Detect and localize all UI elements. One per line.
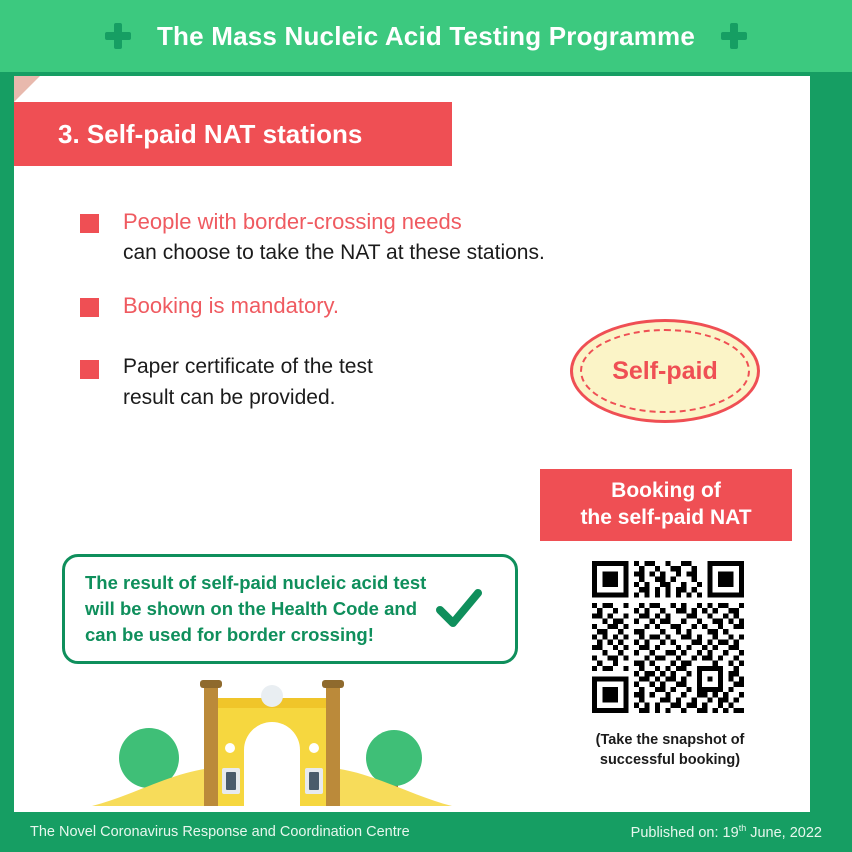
check-icon	[436, 588, 482, 630]
border-gate-illustration	[62, 676, 482, 806]
footer-published-date	[631, 823, 822, 841]
footer-organisation: The Novel Coronavirus Response and Coordination Centre	[30, 824, 410, 840]
gate-window-glass-right	[309, 772, 319, 790]
list-item-line-1: Paper certificate of the test	[123, 355, 373, 379]
section-banner-label: 3. Self-paid NAT stations	[58, 118, 363, 149]
gate-post-left	[204, 684, 218, 806]
stamp-label: Self-paid	[612, 356, 718, 385]
callout-line-1: The result of self-paid nucleic acid test	[85, 571, 427, 593]
qr-caption	[560, 731, 780, 770]
medical-cross-icon-right	[721, 23, 747, 49]
gate-arch-opening	[244, 722, 300, 806]
tree-canopy-right	[366, 730, 422, 786]
booking-title-line-1: Booking of	[611, 479, 721, 503]
self-paid-stamp	[570, 319, 760, 423]
medical-cross-icon-left	[105, 23, 131, 49]
list-item	[80, 206, 700, 268]
qr-code-svg	[592, 561, 744, 713]
list-item-text	[123, 290, 339, 322]
footer-published-ordinal: th	[738, 823, 747, 834]
footer-published-prefix: Published on: 19	[630, 824, 739, 841]
callout-line-2: will be shown on the Health Code and	[85, 597, 417, 619]
gate-lamp-right	[309, 743, 319, 753]
header	[0, 0, 852, 72]
square-bullet-icon	[80, 360, 99, 379]
gate-dome	[261, 685, 283, 707]
qr-caption-line-1: (Take the snapshot of	[595, 732, 745, 748]
folded-corner-decoration	[14, 76, 40, 102]
square-bullet-icon	[80, 214, 99, 233]
square-bullet-icon	[80, 298, 99, 317]
list-item-line-1: Booking is mandatory.	[123, 293, 340, 319]
callout-text	[85, 570, 426, 649]
footer-published-suffix: June, 2022	[746, 824, 822, 841]
qr-caption-line-2: successful booking)	[599, 751, 741, 768]
callout-line-3: can be used for border crossing!	[85, 624, 374, 646]
gate-post-cap-left	[200, 680, 222, 688]
health-code-callout	[62, 554, 518, 664]
gate-post-right	[326, 684, 340, 806]
list-item-line-2: result can be provided.	[123, 385, 336, 409]
gate-window-glass-left	[226, 772, 236, 790]
gate-post-cap-right	[322, 680, 344, 688]
list-item-text	[123, 352, 373, 413]
list-item-text	[123, 206, 545, 268]
list-item	[80, 290, 700, 322]
footer	[0, 812, 852, 852]
booking-header-box	[540, 469, 792, 541]
list-item-line-1: People with border-crossing needs	[123, 209, 462, 234]
page-title: The Mass Nucleic Acid Testing Programme	[156, 20, 696, 51]
booking-title-line-2: the self-paid NAT	[580, 506, 752, 529]
section-banner	[14, 102, 452, 166]
list-item-line-2: can choose to take the NAT at these stations.	[123, 240, 545, 264]
booking-qr-code[interactable]	[592, 561, 744, 713]
gate-lamp-left	[225, 743, 235, 753]
content-card	[14, 76, 810, 812]
